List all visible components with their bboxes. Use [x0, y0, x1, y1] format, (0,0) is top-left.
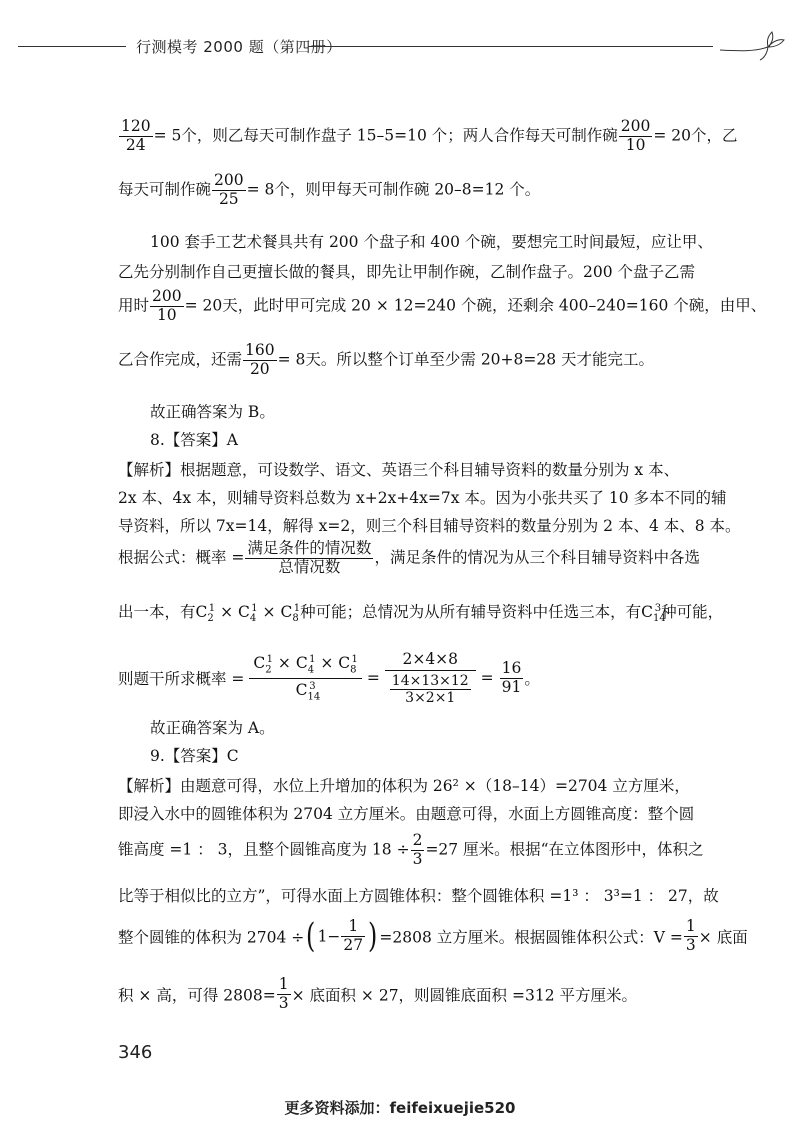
text-line: 则题干所求概率 = $\frac{C_2^1 \times C_4^1 \times C_8^1}{C_{14}^3}$ = $\frac{2\times 4\times 8}{\frac{14\times 13\times 12}{3\times 2\times 1}}$ = $\frac{16}{91}$ 。 — [118, 650, 540, 707]
header-rule-left — [18, 46, 126, 47]
fraction: $\frac{1}{27}$ — [343, 917, 364, 954]
text-line: $\frac{120}{24}$ = 5个，则乙每天可制作盘子 15–5=10 个；两人合作每天可制作碗 $\frac{200}{10}$ = 20个，乙 — [121, 117, 738, 154]
fraction: $\frac{2}{3}$ — [412, 831, 423, 868]
text-line: 【解析】由题意可得，水位上升增加的体积为 26² ×（18–14）=2704 立方厘米， — [118, 777, 690, 795]
text-line: 整个圆锥的体积为 2704 ÷( 1− $\frac{1}{27}$ ) =2808 立方厘米。根据圆锥体积公式：V = $\frac{1}{3}$ × 底面 — [118, 916, 748, 957]
page-number: 346 — [118, 1042, 153, 1063]
header-title: 行测模考 2000 题（第四册） — [136, 38, 342, 56]
fraction: $\frac{200}{25}$ — [214, 171, 244, 208]
running-header — [18, 30, 788, 64]
fraction: $\frac{1}{3}$ — [685, 917, 696, 954]
footer-note: 更多资料添加：feifeixuejie520 — [284, 1099, 516, 1117]
text-line: 积 × 高，可得 2808= $\frac{1}{3}$ × 底面积 × 27，则圆锥底面积 =312 平方厘米。 — [118, 975, 637, 1012]
answer-label: 8.【答案】A — [150, 431, 238, 449]
text-line: 用时 $\frac{200}{10}$ = 20天，此时甲可完成 20 × 12=240 个碗，还剩余 400–240=160 个碗，由甲、 — [118, 287, 767, 324]
fraction: $\frac{C_2^1 \times C_4^1 \times C_8^1}{C_{14}^3}$ — [249, 654, 362, 702]
answer-line: 故正确答案为 A。 — [150, 719, 275, 737]
text-line: 比等于相似比的立方”，可得水面上方圆锥体积：整个圆锥体积 =1³ ： 3³=1 ： 27，故 — [118, 887, 719, 905]
text-line: 每天可制作碗 $\frac{200}{25}$ = 8个，则甲每天可制作碗 20–8=12 个。 — [118, 171, 541, 208]
fraction: $\frac{120}{24}$ — [121, 117, 151, 154]
sprout-icon — [718, 30, 788, 64]
fraction: $\frac{160}{20}$ — [245, 341, 275, 378]
text-line: 100 套手工艺术餐具共有 200 个盘子和 400 个碗，要想完工时间最短，应让甲、 — [150, 233, 713, 251]
answer-label: 9.【答案】C — [150, 747, 239, 765]
fraction: $\frac{200}{10}$ — [152, 287, 182, 324]
text-line: 锥高度 =1 ： 3，且整个圆锥高度为 18 ÷ $\frac{2}{3}$ =27 厘米。根据“在立体图形中，体积之 — [118, 831, 704, 868]
fraction: $\frac{\text{满足条件的情况数}}{\text{总情况数}}$ — [247, 539, 372, 576]
combination-expression: $C_2^1 \times C_4^1 \times C_8^1$ — [195, 602, 301, 625]
text-line: 乙先分别制作自己更擅长做的餐具，即先让甲制作碗，乙制作盘子。200 个盘子乙需 — [118, 263, 696, 281]
text-line: 即浸入水中的圆锥体积为 2704 立方厘米。由题意可得，水面上方圆锥高度：整个圆 — [118, 805, 695, 823]
text-line: 出一本，有$C_2^1 \times C_4^1 \times C_8^1$种可能；总情况为从所有辅导资料中任选三本，有$C_{14}^3$种可能， — [118, 602, 724, 625]
fraction: $\frac{1}{3}$ — [278, 975, 289, 1012]
text-line: 【解析】根据题意，可设数学、语文、英语三个科目辅导资料的数量分别为 x 本、 — [118, 461, 680, 479]
text-line: 导资料，所以 7x=14，解得 x=2，则三个科目辅导资料的数量分别为 2 本、4 本、8 本。 — [118, 517, 741, 535]
fraction: $\frac{200}{10}$ — [620, 117, 651, 154]
text-line: 乙合作完成，还需 $\frac{160}{20}$ = 8天。所以整个订单至少需 20+8=28 天才能完工。 — [118, 341, 655, 378]
fraction: $\frac{16}{91}$ — [501, 658, 522, 696]
fraction: $\frac{2\times 4\times 8}{\frac{14\times 13\times 12}{3\times 2\times 1}}$ — [385, 650, 476, 706]
header-rule-right — [308, 46, 713, 47]
answer-line: 故正确答案为 B。 — [150, 403, 275, 421]
text-line: 根据公式：概率 = $\frac{\text{满足条件的情况数}}{\text{总情况数}}$ ，满足条件的情况为从三个科目辅导资料中各选 — [118, 539, 700, 576]
combination-expression: $C_{14}^3$ — [641, 602, 666, 625]
text-line: 2x 本、4x 本，则辅导资料总数为 x+2x+4x=7x 本。因为小张共买了 10 多本不同的辅 — [118, 489, 727, 507]
